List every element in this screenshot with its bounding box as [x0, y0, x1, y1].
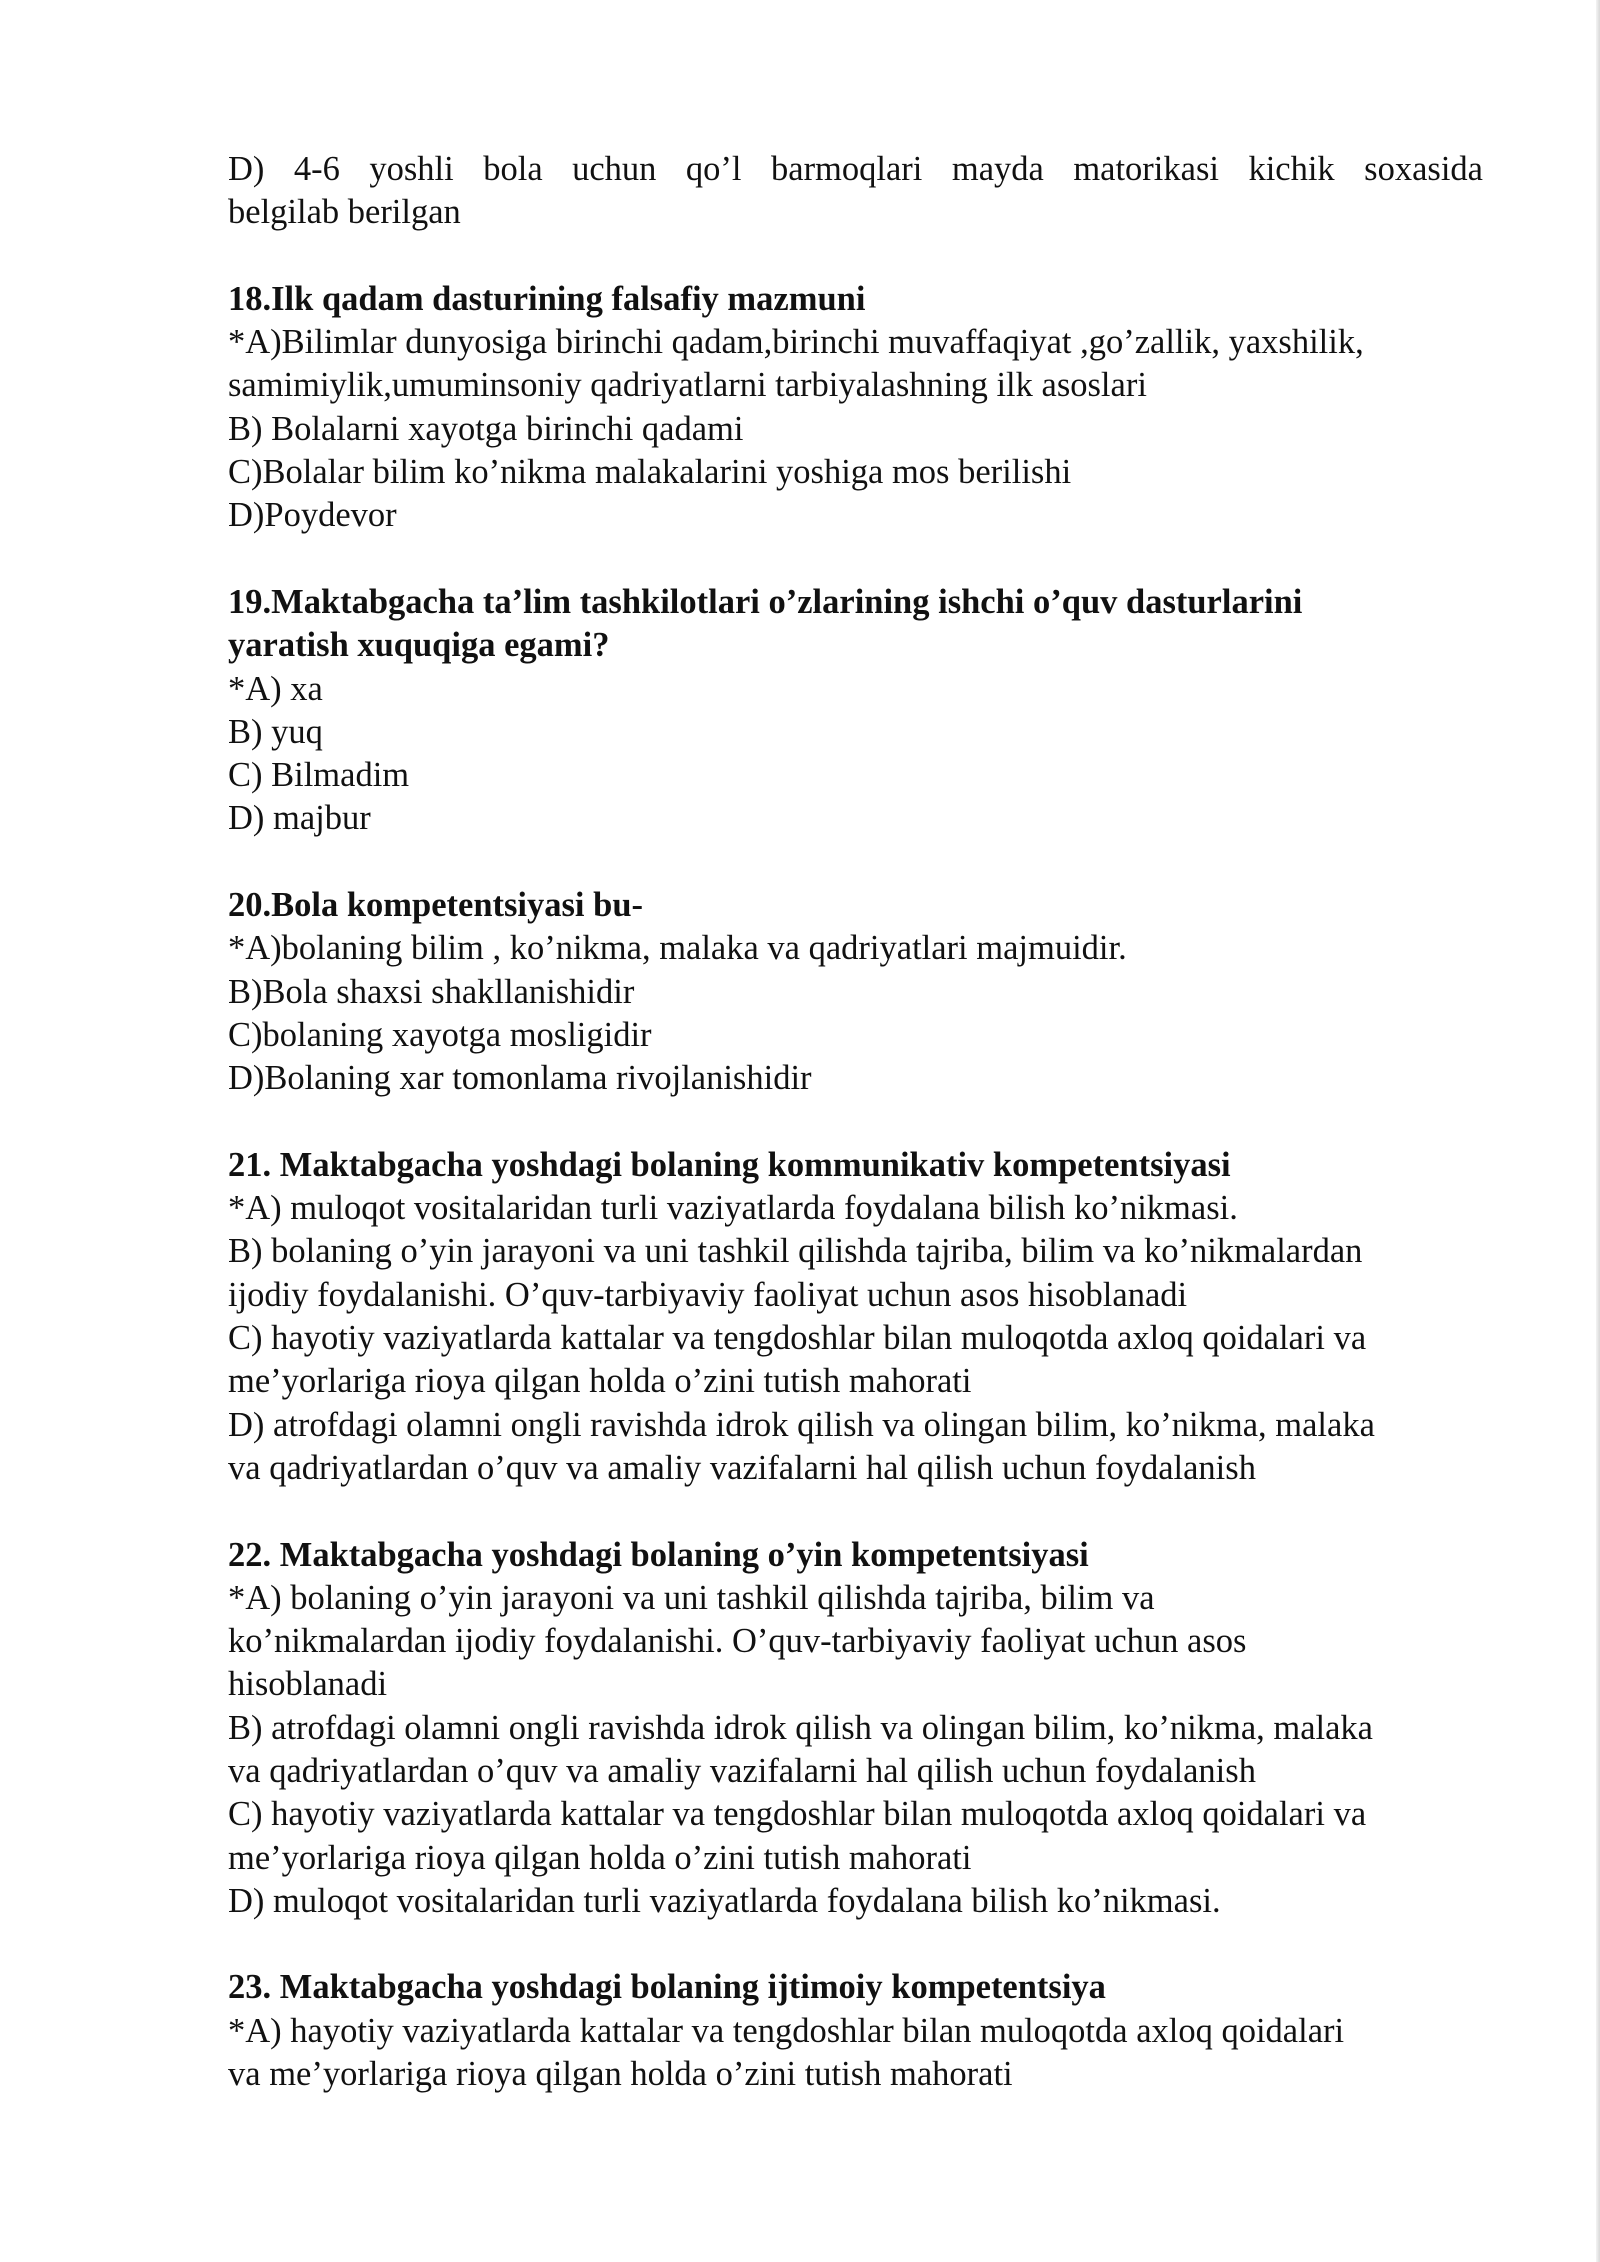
answer-option: *A) hayotiy vaziyatlarda kattalar va tengdoshlar bilan muloqotda axloq qoidalari — [228, 2011, 1345, 2050]
question-block-q21 — [228, 1144, 1483, 1490]
answer-option: C) hayotiy vaziyatlarda kattalar va tengdoshlar bilan muloqotda axloq qoidalari va — [228, 1319, 1367, 1358]
paragraph-spacer — [228, 235, 1483, 278]
question-heading: 20.Bola kompetentsiyasi bu- — [228, 886, 644, 925]
answer-option: B)Bola shaxsi shakllanishidir — [228, 972, 635, 1011]
answer-option: D)Poydevor — [228, 496, 397, 535]
answer-option: C)Bolalar bilim ko’nikma malakalarini yoshiga mos berilishi — [228, 453, 1072, 492]
question-block-q17-continuation — [228, 148, 1483, 235]
question-heading: 19.Maktabgacha ta’lim tashkilotlari o’zlarining ishchi o’quv dasturlarini — [228, 582, 1303, 621]
answer-option: *A)bolaning bilim , ko’nikma, malaka va qadriyatlari majmuidir. — [228, 929, 1127, 968]
answer-option: C) hayotiy vaziyatlarda kattalar va tengdoshlar bilan muloqotda axloq qoidalari va — [228, 1795, 1367, 1834]
answer-continuation: va me’yorlariga rioya qilgan holda o’zini tutish mahorati — [228, 2055, 1013, 2094]
answer-option: B) atrofdagi olamni ongli ravishda idrok qilish va olingan bilim, ko’nikma, malaka — [228, 1708, 1373, 1747]
answer-continuation: ko’nikmalardan ijodiy foydalanishi. O’quv-tarbiyaviy faoliyat uchun asos — [228, 1622, 1247, 1661]
answer-continuation: me’yorlariga rioya qilgan holda o’zini tutish mahorati — [228, 1838, 972, 1877]
question-block-q20 — [228, 884, 1483, 1100]
question-heading: 22. Maktabgacha yoshdagi bolaning o’yin kompetentsiyasi — [228, 1535, 1089, 1574]
question-heading: 23. Maktabgacha yoshdagi bolaning ijtimoiy kompetentsiya — [228, 1968, 1106, 2007]
answer-continuation: belgilab berilgan — [228, 193, 461, 232]
paragraph-spacer — [228, 538, 1483, 581]
paragraph-spacer — [228, 841, 1483, 884]
answer-continuation: ijodiy foydalanishi. O’quv-tarbiyaviy faoliyat uchun asos hisoblanadi — [228, 1275, 1188, 1314]
question-heading: yaratish xuquqiga egami? — [228, 626, 610, 665]
question-block-q23 — [228, 1966, 1483, 2096]
answer-option: D) 4-6 yoshli bola uchun qo’l barmoqlari mayda matorikasi kichik soxasida — [228, 150, 1483, 188]
answer-option: B) yuq — [228, 712, 323, 751]
answer-option: *A) muloqot vositalaridan turli vaziyatlarda foydalana bilish ko’nikmasi. — [228, 1189, 1238, 1228]
answer-option: D)Bolaning xar tomonlama rivojlanishidir — [228, 1059, 812, 1098]
page-edge — [1596, 0, 1600, 2262]
answer-option: D) majbur — [228, 799, 371, 838]
answer-continuation: hisoblanadi — [228, 1665, 388, 1704]
answer-option: B) Bolalarni xayotga birinchi qadami — [228, 409, 744, 448]
answer-option: D) atrofdagi olamni ongli ravishda idrok qilish va olingan bilim, ko’nikma, malaka — [228, 1405, 1375, 1444]
answer-continuation: samimiylik,umuminsoniy qadriyatlarni tarbiyalashning ilk asoslari — [228, 366, 1147, 405]
question-block-q18 — [228, 278, 1483, 538]
answer-option: *A)Bilimlar dunyosiga birinchi qadam,birinchi muvaffaqiyat ,go’zallik, yaxshilik, — [228, 323, 1364, 362]
question-block-q22 — [228, 1534, 1483, 1924]
answer-option: *A) xa — [228, 669, 323, 708]
paragraph-spacer — [228, 1101, 1483, 1144]
answer-continuation: va qadriyatlardan o’quv va amaliy vazifalarni hal qilish uchun foydalanish — [228, 1751, 1256, 1790]
question-block-q19 — [228, 581, 1483, 841]
document-page — [228, 148, 1483, 2096]
answer-option: C) Bilmadim — [228, 756, 410, 795]
paragraph-spacer — [228, 1923, 1483, 1966]
answer-option: C)bolaning xayotga mosligidir — [228, 1015, 652, 1054]
question-heading: 21. Maktabgacha yoshdagi bolaning kommunikativ kompetentsiyasi — [228, 1145, 1231, 1184]
answer-continuation: va qadriyatlardan o’quv va amaliy vazifalarni hal qilish uchun foydalanish — [228, 1448, 1256, 1487]
answer-option: *A) bolaning o’yin jarayoni va uni tashkil qilishda tajriba, bilim va — [228, 1578, 1155, 1617]
answer-continuation: me’yorlariga rioya qilgan holda o’zini tutish mahorati — [228, 1362, 972, 1401]
answer-option: B) bolaning o’yin jarayoni va uni tashkil qilishda tajriba, bilim va ko’nikmalardan — [228, 1232, 1363, 1271]
paragraph-spacer — [228, 1490, 1483, 1533]
question-heading: 18.Ilk qadam dasturining falsafiy mazmuni — [228, 279, 866, 318]
answer-option: D) muloqot vositalaridan turli vaziyatlarda foydalana bilish ko’nikmasi. — [228, 1881, 1221, 1920]
